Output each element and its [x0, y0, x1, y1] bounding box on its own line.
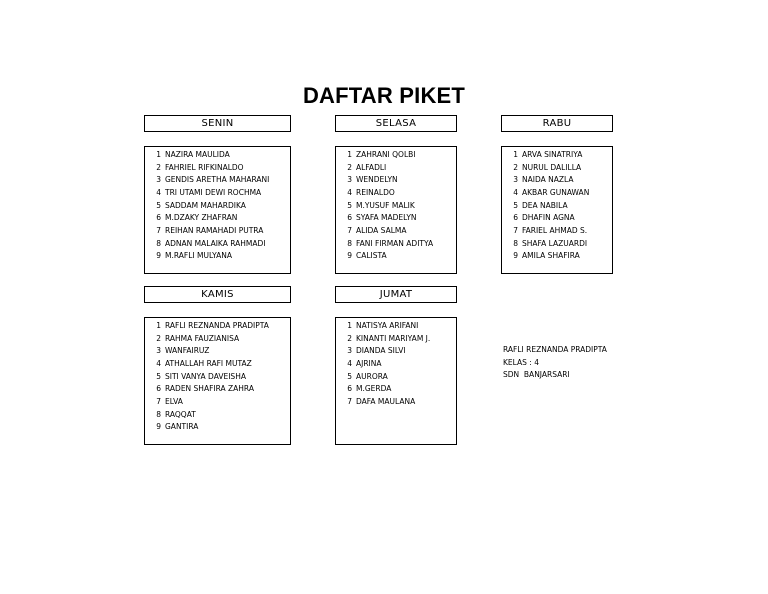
member-name: SYAFA MADELYN: [356, 213, 417, 223]
list-item: [336, 357, 456, 370]
member-name: KINANTI MARIYAM J.: [356, 333, 431, 343]
member-name: ZAHRANI QOLBI: [356, 149, 416, 159]
row-number: 9: [156, 422, 161, 432]
day-list-selasa: [335, 146, 457, 274]
row-number: 7: [347, 225, 352, 235]
day-list-jumat: [335, 317, 457, 445]
member-name: AKBAR GUNAWAN: [522, 187, 590, 197]
list-item: [502, 211, 612, 224]
list-item: [336, 370, 456, 383]
member-name: ALIDA SALMA: [356, 225, 407, 235]
member-name: CALISTA: [356, 251, 387, 261]
author-school: SDN BANJARSARI: [503, 370, 570, 380]
member-name: RAHMA FAUZIANISA: [165, 333, 240, 343]
row-number: 3: [347, 346, 352, 356]
row-number: 3: [513, 175, 518, 185]
list-item: [502, 173, 612, 186]
member-name: FANI FIRMAN ADITYA: [356, 238, 434, 248]
row-number: 1: [156, 320, 161, 330]
list-item: [145, 199, 290, 212]
member-name: M.RAFLI MULYANA: [165, 251, 232, 261]
list-item: [145, 344, 290, 357]
row-number: 5: [513, 200, 518, 210]
list-item: [145, 370, 290, 383]
row-number: 7: [156, 225, 161, 235]
list-item: [145, 237, 290, 250]
day-header-kamis: [144, 286, 291, 303]
member-name: ALFADLI: [356, 162, 387, 172]
row-number: 6: [347, 384, 352, 394]
list-item: [336, 148, 456, 161]
list-item: [336, 319, 456, 332]
list-item: [502, 237, 612, 250]
row-number: 7: [513, 225, 518, 235]
list-item: [145, 395, 290, 408]
row-number: 3: [156, 175, 161, 185]
member-name: DIANDA SILVI: [356, 346, 406, 356]
row-number: 8: [156, 238, 161, 248]
day-name: JUMAT: [379, 289, 413, 300]
member-name: REIHAN RAMAHADI PUTRA: [165, 225, 264, 235]
list-item: [145, 382, 290, 395]
day-header-jumat: [335, 286, 457, 303]
member-name: SADDAM MAHARDIKA: [165, 200, 246, 210]
member-name: AURORA: [356, 371, 388, 381]
list-item: [336, 186, 456, 199]
member-name: REINALDO: [356, 187, 395, 197]
member-name: RADEN SHAFIRA ZAHRA: [165, 384, 254, 394]
list-item: [145, 224, 290, 237]
list-item: [145, 357, 290, 370]
row-number: 2: [513, 162, 518, 172]
row-number: 4: [156, 187, 161, 197]
member-name: FARIEL AHMAD S.: [522, 225, 588, 235]
row-number: 2: [347, 333, 352, 343]
row-number: 4: [156, 358, 161, 368]
row-number: 1: [156, 149, 161, 159]
row-number: 1: [513, 149, 518, 159]
page-title: DAFTAR PIKET: [302, 83, 466, 108]
member-name: NATISYA ARIFANI: [356, 320, 419, 330]
row-number: 9: [156, 251, 161, 261]
list-item: [336, 173, 456, 186]
member-name: DHAFIN AGNA: [522, 213, 575, 223]
row-number: 8: [513, 238, 518, 248]
list-item: [336, 199, 456, 212]
member-name: FAHRIEL RIFKINALDO: [165, 162, 244, 172]
member-name: NAIDA NAZLA: [522, 175, 574, 185]
row-number: 4: [513, 187, 518, 197]
list-item: [145, 211, 290, 224]
row-number: 5: [156, 371, 161, 381]
list-item: [336, 161, 456, 174]
day-header-selasa: [335, 115, 457, 132]
member-name: DAFA MAULANA: [356, 396, 416, 406]
list-item: [502, 224, 612, 237]
row-number: 5: [347, 371, 352, 381]
member-name: DEA NABILA: [522, 200, 568, 210]
row-number: 1: [347, 320, 352, 330]
row-number: 6: [513, 213, 518, 223]
member-name: AJRINA: [356, 358, 382, 368]
list-item: [502, 148, 612, 161]
list-item: [145, 173, 290, 186]
list-item: [336, 250, 456, 263]
list-item: [145, 421, 290, 434]
list-item: [145, 250, 290, 263]
list-item: [145, 186, 290, 199]
member-name: WENDELYN: [356, 175, 398, 185]
row-number: 8: [156, 409, 161, 419]
list-item: [336, 237, 456, 250]
list-item: [502, 161, 612, 174]
day-name: SELASA: [375, 118, 417, 129]
list-item: [336, 382, 456, 395]
row-number: 7: [156, 396, 161, 406]
day-name: SENIN: [201, 118, 234, 129]
member-name: GANTIRA: [165, 422, 199, 432]
member-name: SITI VANYA DAVEISHA: [165, 371, 246, 381]
list-item: [336, 211, 456, 224]
row-number: 3: [347, 175, 352, 185]
row-number: 4: [347, 187, 352, 197]
day-header-rabu: [501, 115, 613, 132]
member-name: RAFLI REZNANDA PRADIPTA: [165, 320, 269, 330]
list-item: [502, 186, 612, 199]
member-name: ATHALLAH RAFI MUTAZ: [165, 358, 252, 368]
list-item: [336, 395, 456, 408]
row-number: 2: [156, 333, 161, 343]
list-item: [145, 161, 290, 174]
row-number: 3: [156, 346, 161, 356]
row-number: 4: [347, 358, 352, 368]
list-item: [336, 332, 456, 345]
member-name: M.GERDA: [356, 384, 392, 394]
member-name: RAQQAT: [165, 409, 196, 419]
list-item: [145, 319, 290, 332]
row-number: 8: [347, 238, 352, 248]
member-name: GENDIS ARETHA MAHARANI: [165, 175, 270, 185]
member-name: ADNAN MALAIKA RAHMADI: [165, 238, 266, 248]
row-number: 2: [347, 162, 352, 172]
row-number: 2: [156, 162, 161, 172]
member-name: NURUL DALILLA: [522, 162, 582, 172]
day-list-kamis: [144, 317, 291, 445]
member-name: M.DZAKY ZHAFRAN: [165, 213, 238, 223]
member-name: TRI UTAMI DEWI ROCHMA: [165, 187, 262, 197]
list-item: [145, 332, 290, 345]
day-name: RABU: [542, 118, 572, 129]
row-number: 6: [347, 213, 352, 223]
member-name: ARVA SINATRIYA: [522, 149, 583, 159]
day-header-senin: [144, 115, 291, 132]
member-name: ELVA: [165, 396, 183, 406]
author-class: KELAS : 4: [503, 357, 539, 367]
row-number: 7: [347, 396, 352, 406]
author-info: [503, 344, 607, 382]
member-name: NAZIRA MAULIDA: [165, 149, 230, 159]
row-number: 9: [513, 251, 518, 261]
member-name: AMILA SHAFIRA: [522, 251, 580, 261]
list-item: [336, 224, 456, 237]
author-name: RAFLI REZNANDA PRADIPTA: [503, 345, 607, 354]
row-number: 6: [156, 384, 161, 394]
row-number: 9: [347, 251, 352, 261]
row-number: 1: [347, 149, 352, 159]
list-item: [502, 250, 612, 263]
member-name: WANFAIRUZ: [165, 346, 210, 356]
day-name: KAMIS: [201, 289, 234, 300]
row-number: 5: [156, 200, 161, 210]
member-name: SHAFA LAZUARDI: [522, 238, 588, 248]
list-item: [145, 408, 290, 421]
row-number: 6: [156, 213, 161, 223]
member-name: M.YUSUF MALIK: [356, 200, 415, 210]
day-list-senin: [144, 146, 291, 274]
list-item: [336, 344, 456, 357]
day-list-rabu: [501, 146, 613, 274]
list-item: [145, 148, 290, 161]
row-number: 5: [347, 200, 352, 210]
list-item: [502, 199, 612, 212]
